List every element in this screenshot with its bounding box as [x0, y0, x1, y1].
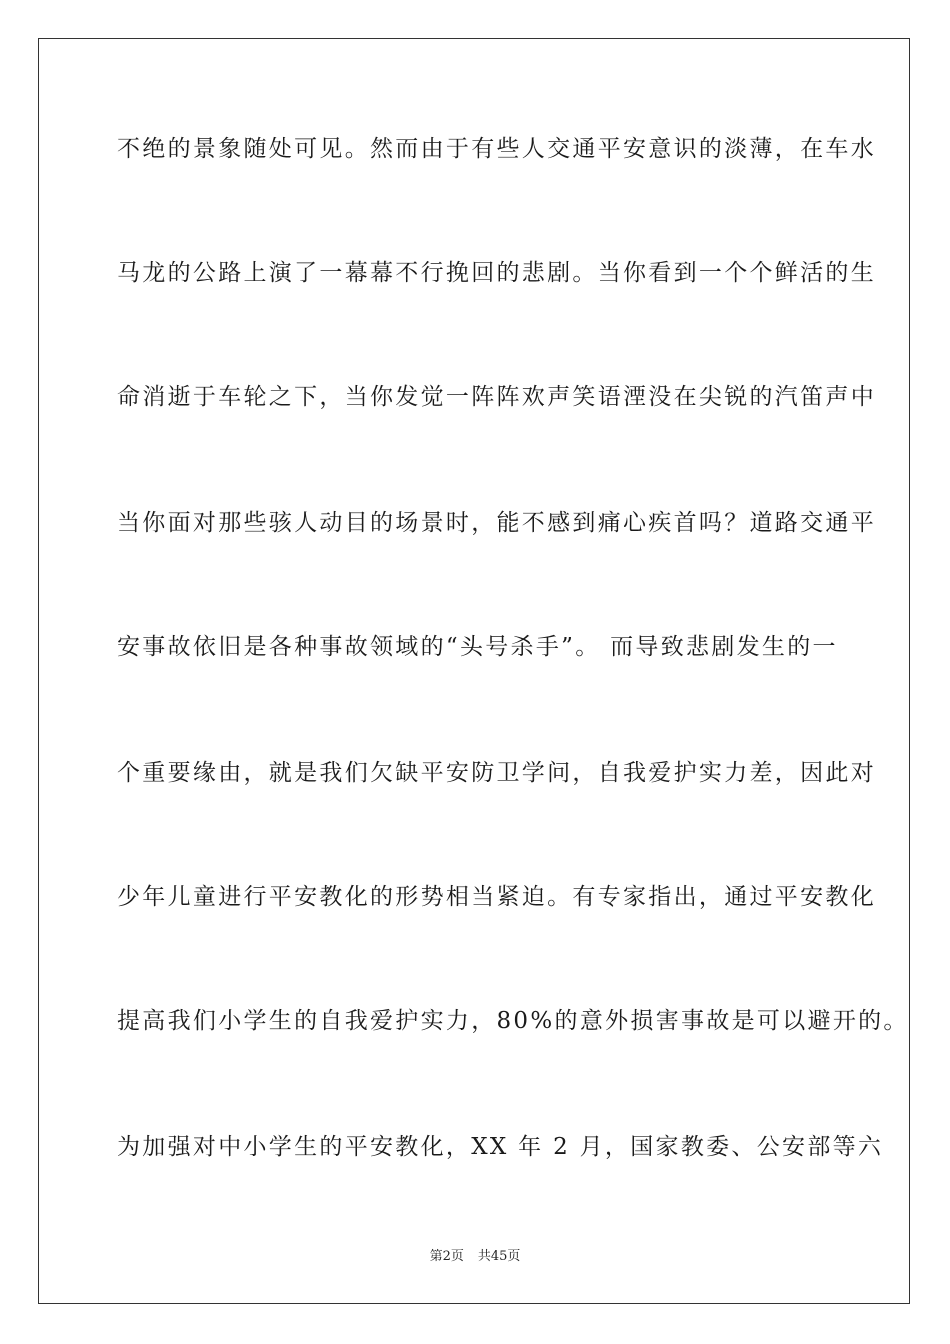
- page-total: 共45页: [477, 1249, 521, 1264]
- text-line: 少年儿童进行平安教化的形势相当紧迫。有专家指出，通过平安教化: [117, 884, 876, 910]
- page-border: [38, 38, 910, 1304]
- text-line: 安事故依旧是各种事故领域的“头号杀手”。 而导致悲剧发生的一: [117, 634, 838, 660]
- text-line: 马龙的公路上演了一幕幕不行挽回的悲剧。当你看到一个个鲜活的生: [117, 260, 876, 286]
- text-line: 为加强对中小学生的平安教化，XX 年 2 月，国家教委、公安部等六: [117, 1134, 884, 1160]
- page-footer: [0, 1248, 950, 1266]
- text-line: 命消逝于车轮之下，当你发觉一阵阵欢声笑语湮没在尖锐的汽笛声中: [117, 384, 876, 410]
- text-line: 当你面对那些骇人动目的场景时，能不感到痛心疾首吗？道路交通平: [117, 510, 876, 536]
- text-line: 提高我们小学生的自我爱护实力，80%的意外损害事故是可以避开的。: [117, 1008, 909, 1034]
- text-line: 个重要缘由，就是我们欠缺平安防卫学问，自我爱护实力差，因此对: [117, 760, 876, 786]
- text-line: 不绝的景象随处可见。然而由于有些人交通平安意识的淡薄，在车水: [117, 136, 876, 162]
- page-number: 第2页: [429, 1249, 464, 1264]
